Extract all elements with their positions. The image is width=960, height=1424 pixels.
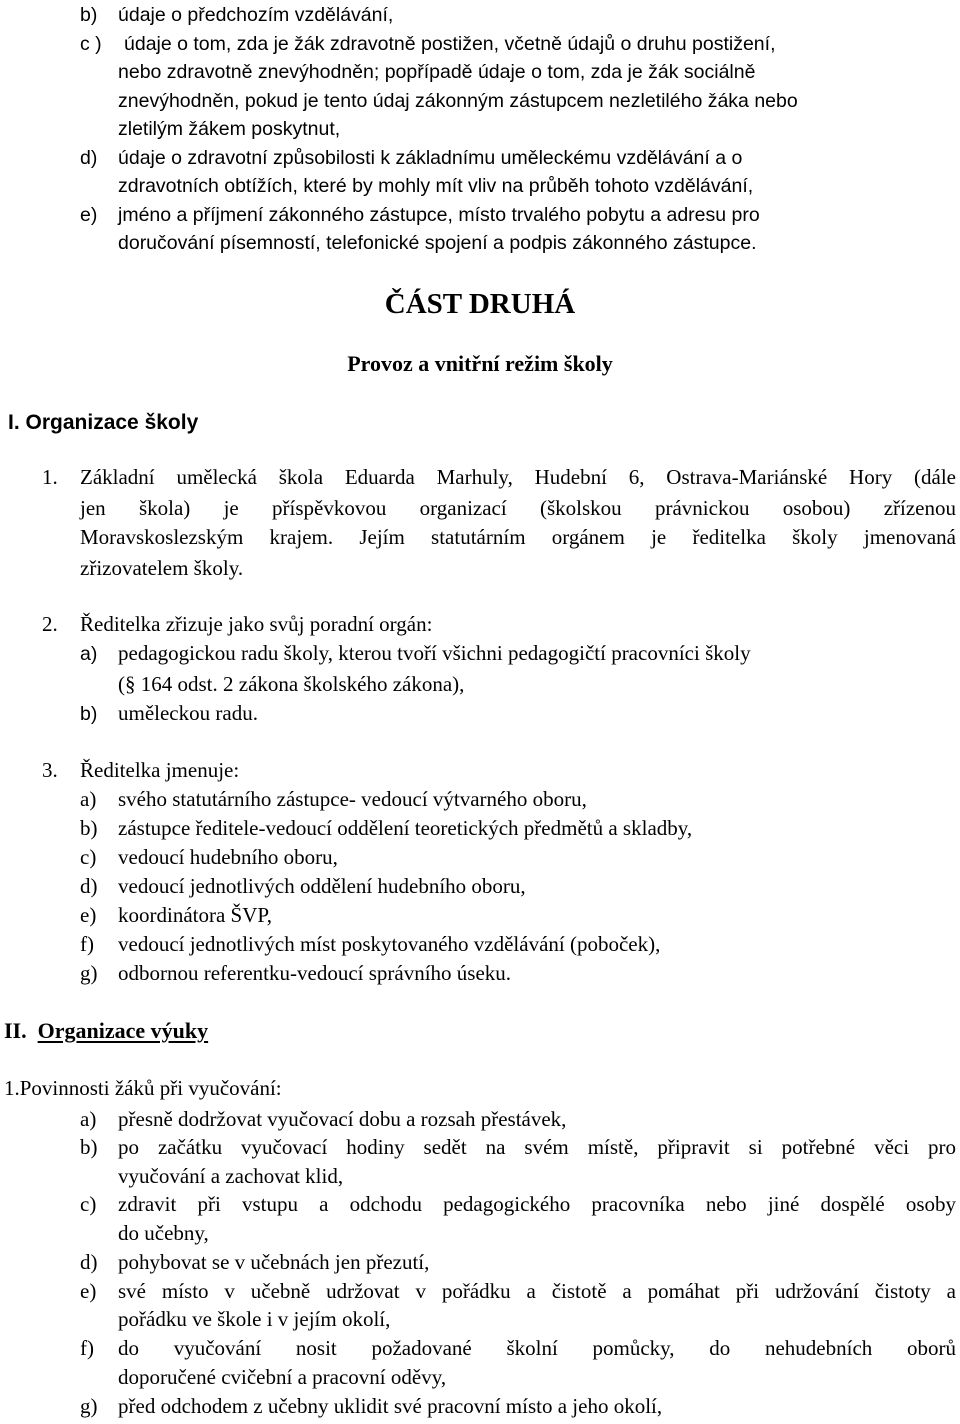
list-item-text: přesně dodržovat vyučovací dobu a rozsah přestávek, (118, 1107, 567, 1131)
list-marker: f) (80, 932, 94, 956)
list-item-text: údaje o tom, zda je žák zdravotně postižen, včetně údajů o druhu postižení, (124, 33, 776, 55)
list-marker: b) (80, 703, 98, 725)
list-marker: a) (80, 787, 97, 811)
list-item-text: zástupce ředitele-vedoucí oddělení teoretických předmětů a skladby, (118, 816, 693, 840)
list-item-text: uměleckou radu. (118, 701, 258, 725)
paragraph-intro: Ředitelka zřizuje jako svůj poradní orgán: (80, 612, 433, 636)
list-marker: c ) (80, 33, 102, 55)
list-marker: a) (80, 1107, 97, 1131)
list-marker: a) (80, 643, 98, 665)
paragraph-number: 2. (42, 612, 58, 636)
list-item-text: zdravit při vstupu a odchodu pedagogického pracovníka nebo jiné dospělé osoby (118, 1192, 956, 1216)
section-number: II. (4, 1018, 27, 1043)
list-marker: d) (80, 874, 98, 898)
list-marker: b) (80, 816, 98, 840)
list-item-text: vedoucí jednotlivých míst poskytovaného vzdělávání (poboček), (118, 932, 661, 956)
list-item-text: znevýhodněn, pokud je tento údaj zákonným zástupcem nezletilého žáka nebo (118, 90, 798, 112)
list-item-text: údaje o předchozím vzdělávání, (118, 4, 394, 26)
section-number: I. (8, 411, 20, 434)
list-marker: c) (80, 1192, 97, 1216)
part-subtitle: Provoz a vnitřní režim školy (347, 351, 613, 376)
list-item-text: doporučené cvičební a pracovní oděvy, (118, 1365, 447, 1389)
list-item-text: před odchodem z učebny uklidit své pracovní místo a jeho okolí, (118, 1394, 663, 1418)
paragraph-number: 3. (42, 758, 58, 782)
list-item-text: údaje o zdravotní způsobilosti k základnímu uměleckému vzdělávání a o (118, 147, 743, 169)
paragraph-intro: Ředitelka jmenuje: (80, 758, 240, 782)
list-marker: e) (80, 1279, 97, 1303)
section-title: Organizace školy (25, 411, 199, 434)
list-item-text: koordinátora ŠVP, (118, 903, 272, 927)
list-item-text: doručování písemností, telefonické spojení a podpis zákonného zástupce. (118, 232, 757, 254)
list-marker: g) (80, 1394, 98, 1418)
list-item-text: vyučování a zachovat klid, (118, 1164, 344, 1188)
list-marker: f) (80, 1336, 94, 1360)
list-item-text: nebo zdravotně znevýhodněn; popřípadě údaje o tom, zda je žák sociálně (118, 61, 756, 83)
list-marker: d) (80, 147, 98, 169)
list-marker: d) (80, 1250, 98, 1274)
list-item-text: pořádku ve škole i v jejím okolí, (118, 1307, 391, 1331)
list-marker: b) (80, 1135, 98, 1159)
list-item-text: zdravotních obtížích, které by mohly mít vliv na průběh tohoto vzdělávání, (118, 175, 754, 197)
list-item-text: svého statutárního zástupce- vedoucí výtvarného oboru, (118, 787, 587, 811)
list-item-text: své místo v učebně udržovat v pořádku a čistotě a pomáhat při udržování čistoty a (118, 1279, 956, 1303)
list-intro: 1.Povinnosti žáků při vyučování: (4, 1076, 282, 1100)
list-marker: g) (80, 961, 98, 985)
section-title: Organizace výuky (37, 1018, 209, 1043)
paragraph-line: Základní umělecká škola Eduarda Marhuly, Hudební 6, Ostrava-Mariánské Hory (dále (80, 465, 956, 489)
paragraph-line: jen škola) je příspěvkovou organizací (školskou právnickou osobou) zřízenou (80, 496, 956, 520)
part-title: ČÁST DRUHÁ (384, 288, 576, 320)
list-item-text: pedagogickou radu školy, kterou tvoří všichni pedagogičtí pracovníci školy (118, 641, 751, 665)
paragraph-line: zřizovatelem školy. (80, 556, 244, 580)
paragraph-line: Moravskoslezským krajem. Jejím statutárním orgánem je ředitelka školy jmenovaná (80, 525, 956, 549)
list-marker: e) (80, 204, 98, 226)
list-item-text: vedoucí jednotlivých oddělení hudebního oboru, (118, 874, 526, 898)
section-heading (8, 412, 198, 433)
list-item-text: odbornou referentku-vedoucí správního úseku. (118, 961, 512, 985)
list-item-text: jméno a příjmení zákonného zástupce, místo trvalého pobytu a adresu pro (118, 204, 760, 226)
list-item-text: zletilým žákem poskytnut, (118, 118, 341, 140)
list-marker: e) (80, 903, 97, 927)
list-item-text: po začátku vyučovací hodiny sedět na svém místě, připravit si potřebné věci pro (118, 1135, 956, 1159)
list-item-text: vedoucí hudebního oboru, (118, 845, 338, 869)
list-marker: c) (80, 845, 97, 869)
section-heading (4, 1020, 208, 1042)
paragraph-number: 1. (42, 465, 58, 489)
list-item-text: pohybovat se v učebnách jen přezutí, (118, 1250, 430, 1274)
list-item-text: do vyučování nosit požadované školní pomůcky, do nehudebních oborů (118, 1336, 956, 1360)
list-marker: b) (80, 4, 98, 26)
list-item-text: do učebny, (118, 1221, 209, 1245)
list-item-text: (§ 164 odst. 2 zákona školského zákona), (118, 672, 465, 696)
